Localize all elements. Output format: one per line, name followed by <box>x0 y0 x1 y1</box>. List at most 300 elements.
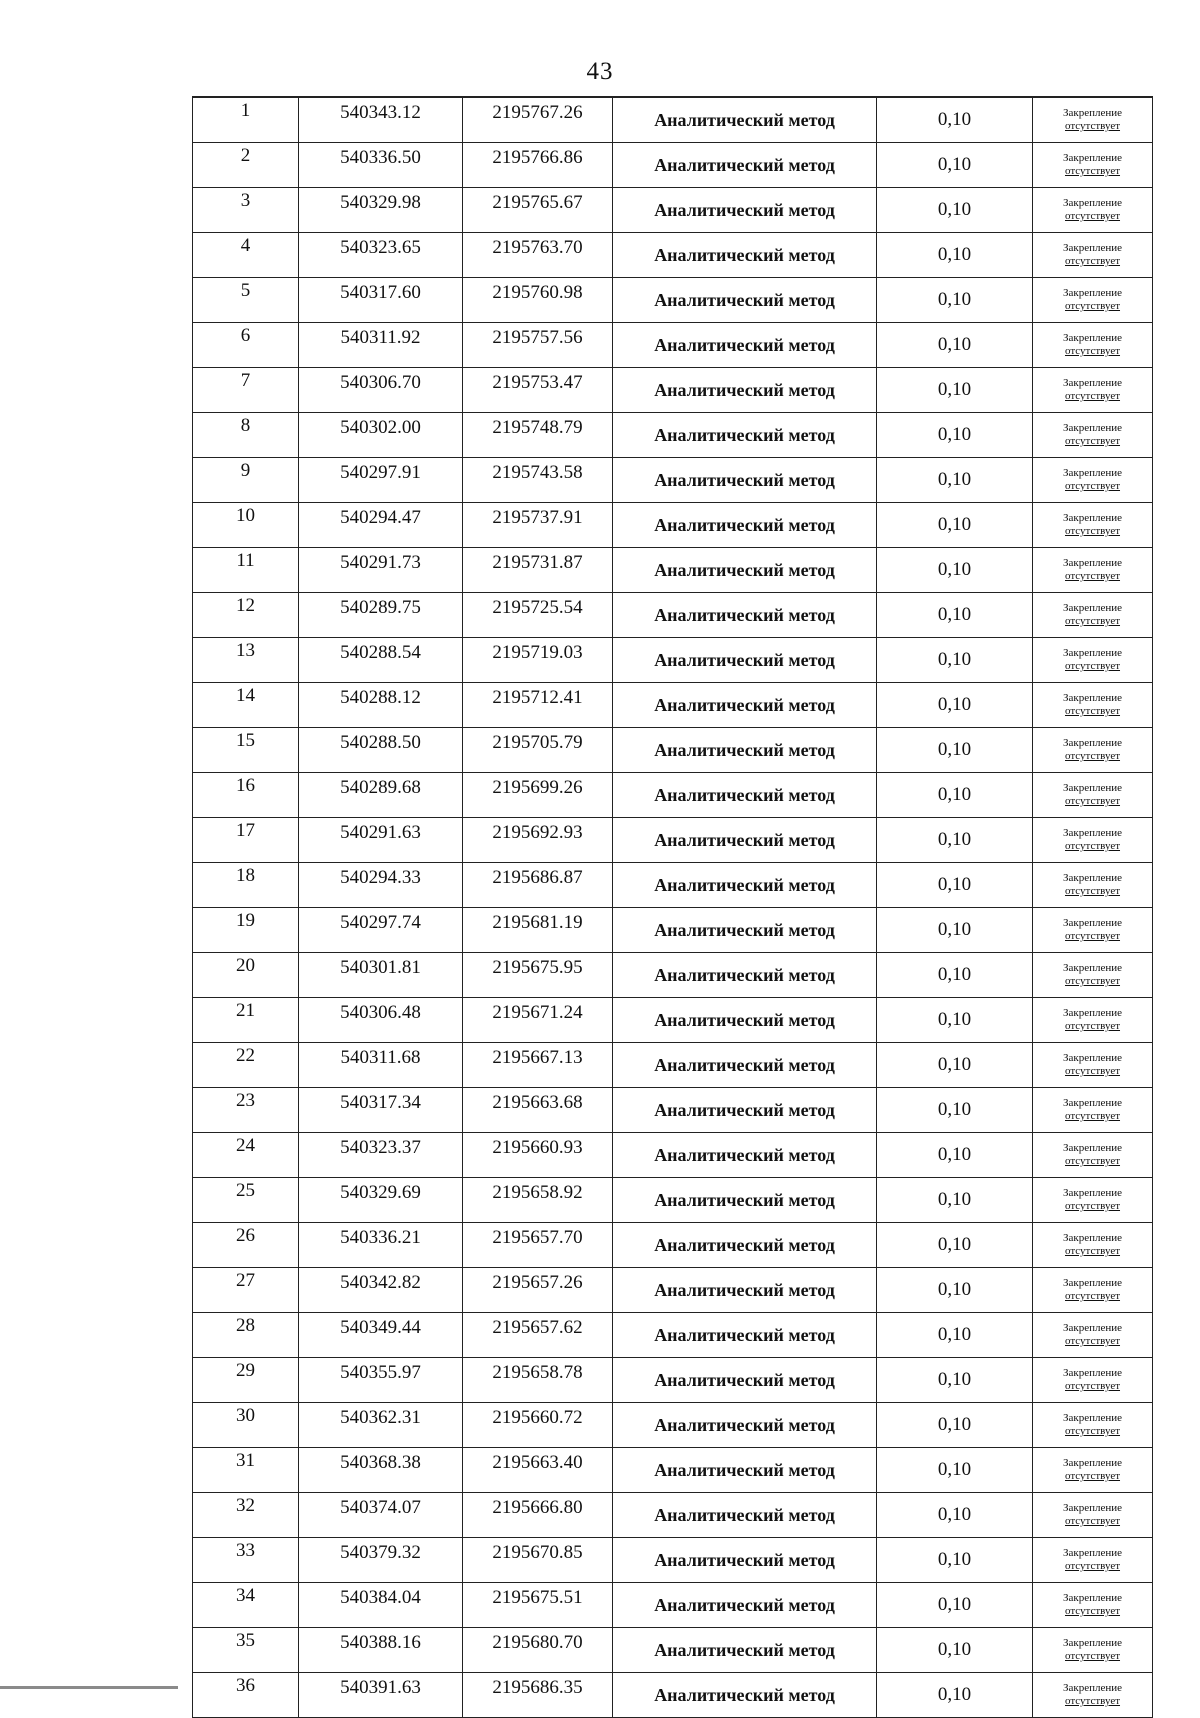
method-cell: Аналитический метод <box>613 1583 877 1628</box>
coord-y-cell: 2195725.54 <box>463 593 613 638</box>
fixation-cell <box>1033 1358 1153 1403</box>
fixation-cell <box>1033 818 1153 863</box>
table-row <box>193 998 1153 1043</box>
coord-y-cell: 2195686.35 <box>463 1673 613 1718</box>
fixation-line-1: Закрепление <box>1062 782 1123 794</box>
table-row <box>193 1358 1153 1403</box>
coord-x-cell: 540311.68 <box>299 1043 463 1088</box>
table-row <box>193 1448 1153 1493</box>
table-row <box>193 1538 1153 1583</box>
method-cell: Аналитический метод <box>613 503 877 548</box>
fixation-line-2: отсутствует <box>1064 615 1121 627</box>
fixation-line-1: Закрепление <box>1062 1457 1123 1469</box>
accuracy-cell: 0,10 <box>877 548 1033 593</box>
fixation-cell <box>1033 953 1153 998</box>
fixation-line-1: Закрепление <box>1062 1682 1123 1694</box>
table-row <box>193 953 1153 998</box>
fixation-line-2: отсутствует <box>1064 1200 1121 1212</box>
coord-x-cell: 540291.73 <box>299 548 463 593</box>
coord-y-cell: 2195667.13 <box>463 1043 613 1088</box>
fixation-line-2: отсутствует <box>1064 1155 1121 1167</box>
table-row <box>193 278 1153 323</box>
fixation-cell <box>1033 368 1153 413</box>
coord-x-cell: 540301.81 <box>299 953 463 998</box>
table-row <box>193 683 1153 728</box>
accuracy-cell: 0,10 <box>877 1043 1033 1088</box>
coord-y-cell: 2195681.19 <box>463 908 613 953</box>
point-number-cell: 14 <box>193 683 299 728</box>
accuracy-cell: 0,10 <box>877 728 1033 773</box>
fixation-line-1: Закрепление <box>1062 962 1123 974</box>
fixation-line-2: отсутствует <box>1064 1560 1121 1572</box>
accuracy-cell: 0,10 <box>877 143 1033 188</box>
fixation-line-2: отсутствует <box>1064 660 1121 672</box>
coord-y-cell: 2195675.95 <box>463 953 613 998</box>
coord-y-cell: 2195719.03 <box>463 638 613 683</box>
method-cell: Аналитический метод <box>613 773 877 818</box>
fixation-line-1: Закрепление <box>1062 377 1123 389</box>
accuracy-cell: 0,10 <box>877 593 1033 638</box>
point-number-cell: 29 <box>193 1358 299 1403</box>
point-number-cell: 18 <box>193 863 299 908</box>
coord-x-cell: 540289.75 <box>299 593 463 638</box>
table-row <box>193 1133 1153 1178</box>
point-number-cell: 15 <box>193 728 299 773</box>
point-number-cell: 12 <box>193 593 299 638</box>
fixation-cell <box>1033 1493 1153 1538</box>
method-cell: Аналитический метод <box>613 1403 877 1448</box>
fixation-line-1: Закрепление <box>1062 422 1123 434</box>
fixation-cell <box>1033 1583 1153 1628</box>
coord-x-cell: 540317.60 <box>299 278 463 323</box>
coord-y-cell: 2195748.79 <box>463 413 613 458</box>
method-cell: Аналитический метод <box>613 1493 877 1538</box>
fixation-cell <box>1033 1448 1153 1493</box>
point-number-cell: 16 <box>193 773 299 818</box>
fixation-line-1: Закрепление <box>1062 467 1123 479</box>
coord-x-cell: 540289.68 <box>299 773 463 818</box>
coordinates-table-body <box>193 97 1153 1718</box>
coord-x-cell: 540374.07 <box>299 1493 463 1538</box>
coord-x-cell: 540391.63 <box>299 1673 463 1718</box>
table-row <box>193 1493 1153 1538</box>
coord-y-cell: 2195731.87 <box>463 548 613 593</box>
coord-x-cell: 540323.65 <box>299 233 463 278</box>
accuracy-cell: 0,10 <box>877 1583 1033 1628</box>
method-cell: Аналитический метод <box>613 233 877 278</box>
fixation-cell <box>1033 143 1153 188</box>
point-number-cell: 3 <box>193 188 299 233</box>
coord-x-cell: 540317.34 <box>299 1088 463 1133</box>
fixation-cell <box>1033 638 1153 683</box>
accuracy-cell: 0,10 <box>877 1448 1033 1493</box>
table-row <box>193 1673 1153 1718</box>
coord-y-cell: 2195666.80 <box>463 1493 613 1538</box>
coord-y-cell: 2195753.47 <box>463 368 613 413</box>
table-row <box>193 638 1153 683</box>
table-row <box>193 1313 1153 1358</box>
point-number-cell: 24 <box>193 1133 299 1178</box>
coord-x-cell: 540336.21 <box>299 1223 463 1268</box>
fixation-cell <box>1033 773 1153 818</box>
point-number-cell: 33 <box>193 1538 299 1583</box>
fixation-line-1: Закрепление <box>1062 602 1123 614</box>
fixation-cell <box>1033 863 1153 908</box>
fixation-line-1: Закрепление <box>1062 197 1123 209</box>
method-cell: Аналитический метод <box>613 413 877 458</box>
point-number-cell: 34 <box>193 1583 299 1628</box>
fixation-cell <box>1033 1403 1153 1448</box>
accuracy-cell: 0,10 <box>877 953 1033 998</box>
page-number: 43 <box>586 58 614 85</box>
accuracy-cell: 0,10 <box>877 1628 1033 1673</box>
point-number-cell: 9 <box>193 458 299 503</box>
fixation-cell <box>1033 323 1153 368</box>
method-cell: Аналитический метод <box>613 368 877 413</box>
table-row <box>193 323 1153 368</box>
coord-x-cell: 540362.31 <box>299 1403 463 1448</box>
coord-y-cell: 2195692.93 <box>463 818 613 863</box>
fixation-line-2: отсутствует <box>1064 1380 1121 1392</box>
fixation-line-1: Закрепление <box>1062 1142 1123 1154</box>
fixation-cell <box>1033 1628 1153 1673</box>
fixation-line-1: Закрепление <box>1062 1502 1123 1514</box>
fixation-cell <box>1033 188 1153 233</box>
coord-y-cell: 2195658.78 <box>463 1358 613 1403</box>
table-row <box>193 97 1153 143</box>
page-edge-line <box>0 1686 178 1689</box>
method-cell: Аналитический метод <box>613 818 877 863</box>
fixation-cell <box>1033 233 1153 278</box>
fixation-cell <box>1033 1043 1153 1088</box>
fixation-line-2: отсутствует <box>1064 345 1121 357</box>
coord-x-cell: 540349.44 <box>299 1313 463 1358</box>
fixation-line-1: Закрепление <box>1062 152 1123 164</box>
fixation-cell <box>1033 1178 1153 1223</box>
point-number-cell: 5 <box>193 278 299 323</box>
coord-x-cell: 540329.69 <box>299 1178 463 1223</box>
method-cell: Аналитический метод <box>613 278 877 323</box>
fixation-line-1: Закрепление <box>1062 1547 1123 1559</box>
method-cell: Аналитический метод <box>613 1223 877 1268</box>
fixation-line-2: отсутствует <box>1064 120 1121 132</box>
method-cell: Аналитический метод <box>613 863 877 908</box>
coord-x-cell: 540291.63 <box>299 818 463 863</box>
coord-y-cell: 2195705.79 <box>463 728 613 773</box>
method-cell: Аналитический метод <box>613 998 877 1043</box>
accuracy-cell: 0,10 <box>877 1313 1033 1358</box>
method-cell: Аналитический метод <box>613 638 877 683</box>
table-row <box>193 368 1153 413</box>
fixation-line-1: Закрепление <box>1062 827 1123 839</box>
coord-y-cell: 2195680.70 <box>463 1628 613 1673</box>
fixation-line-1: Закрепление <box>1062 1097 1123 1109</box>
fixation-cell <box>1033 998 1153 1043</box>
point-number-cell: 2 <box>193 143 299 188</box>
coord-x-cell: 540342.82 <box>299 1268 463 1313</box>
accuracy-cell: 0,10 <box>877 818 1033 863</box>
coord-y-cell: 2195671.24 <box>463 998 613 1043</box>
coord-y-cell: 2195757.56 <box>463 323 613 368</box>
coord-x-cell: 540329.98 <box>299 188 463 233</box>
fixation-line-2: отсутствует <box>1064 570 1121 582</box>
coord-y-cell: 2195743.58 <box>463 458 613 503</box>
fixation-line-2: отсутствует <box>1064 1290 1121 1302</box>
coord-x-cell: 540306.48 <box>299 998 463 1043</box>
fixation-line-1: Закрепление <box>1062 1592 1123 1604</box>
fixation-line-1: Закрепление <box>1062 242 1123 254</box>
point-number-cell: 10 <box>193 503 299 548</box>
accuracy-cell: 0,10 <box>877 413 1033 458</box>
coord-x-cell: 540336.50 <box>299 143 463 188</box>
fixation-line-1: Закрепление <box>1062 1187 1123 1199</box>
method-cell: Аналитический метод <box>613 1268 877 1313</box>
coord-y-cell: 2195712.41 <box>463 683 613 728</box>
method-cell: Аналитический метод <box>613 1358 877 1403</box>
fixation-line-2: отсутствует <box>1064 1515 1121 1527</box>
coord-y-cell: 2195670.85 <box>463 1538 613 1583</box>
table-row <box>193 1268 1153 1313</box>
method-cell: Аналитический метод <box>613 1043 877 1088</box>
point-number-cell: 1 <box>193 97 299 143</box>
coord-x-cell: 540388.16 <box>299 1628 463 1673</box>
point-number-cell: 6 <box>193 323 299 368</box>
coord-x-cell: 540288.12 <box>299 683 463 728</box>
coord-x-cell: 540384.04 <box>299 1583 463 1628</box>
table-row <box>193 728 1153 773</box>
method-cell: Аналитический метод <box>613 683 877 728</box>
point-number-cell: 23 <box>193 1088 299 1133</box>
fixation-cell <box>1033 1088 1153 1133</box>
fixation-line-1: Закрепление <box>1062 287 1123 299</box>
accuracy-cell: 0,10 <box>877 1178 1033 1223</box>
point-number-cell: 30 <box>193 1403 299 1448</box>
table-row <box>193 593 1153 638</box>
fixation-line-2: отсутствует <box>1064 480 1121 492</box>
table-row <box>193 548 1153 593</box>
fixation-cell <box>1033 458 1153 503</box>
fixation-line-1: Закрепление <box>1062 917 1123 929</box>
method-cell: Аналитический метод <box>613 1538 877 1583</box>
method-cell: Аналитический метод <box>613 1088 877 1133</box>
fixation-cell <box>1033 1673 1153 1718</box>
method-cell: Аналитический метод <box>613 593 877 638</box>
table-row <box>193 818 1153 863</box>
method-cell: Аналитический метод <box>613 323 877 368</box>
method-cell: Аналитический метод <box>613 458 877 503</box>
coord-y-cell: 2195737.91 <box>463 503 613 548</box>
fixation-line-1: Закрепление <box>1062 107 1123 119</box>
point-number-cell: 35 <box>193 1628 299 1673</box>
coord-y-cell: 2195657.26 <box>463 1268 613 1313</box>
fixation-cell <box>1033 683 1153 728</box>
fixation-line-1: Закрепление <box>1062 692 1123 704</box>
fixation-line-2: отсутствует <box>1064 1425 1121 1437</box>
coord-y-cell: 2195763.70 <box>463 233 613 278</box>
point-number-cell: 32 <box>193 1493 299 1538</box>
coord-y-cell: 2195699.26 <box>463 773 613 818</box>
fixation-line-2: отсутствует <box>1064 1470 1121 1482</box>
accuracy-cell: 0,10 <box>877 908 1033 953</box>
fixation-line-2: отсутствует <box>1064 1065 1121 1077</box>
point-number-cell: 31 <box>193 1448 299 1493</box>
coord-x-cell: 540311.92 <box>299 323 463 368</box>
fixation-cell <box>1033 1268 1153 1313</box>
fixation-line-1: Закрепление <box>1062 512 1123 524</box>
accuracy-cell: 0,10 <box>877 368 1033 413</box>
point-number-cell: 26 <box>193 1223 299 1268</box>
table-row <box>193 1628 1153 1673</box>
fixation-cell <box>1033 548 1153 593</box>
fixation-cell <box>1033 278 1153 323</box>
table-row <box>193 188 1153 233</box>
table-row <box>193 863 1153 908</box>
fixation-line-2: отсутствует <box>1064 525 1121 537</box>
coord-y-cell: 2195663.40 <box>463 1448 613 1493</box>
coord-x-cell: 540302.00 <box>299 413 463 458</box>
fixation-line-2: отсутствует <box>1064 975 1121 987</box>
coord-y-cell: 2195686.87 <box>463 863 613 908</box>
point-number-cell: 13 <box>193 638 299 683</box>
fixation-line-1: Закрепление <box>1062 332 1123 344</box>
method-cell: Аналитический метод <box>613 1133 877 1178</box>
accuracy-cell: 0,10 <box>877 323 1033 368</box>
table-row <box>193 233 1153 278</box>
table-row <box>193 773 1153 818</box>
point-number-cell: 21 <box>193 998 299 1043</box>
point-number-cell: 17 <box>193 818 299 863</box>
accuracy-cell: 0,10 <box>877 1268 1033 1313</box>
coordinates-table <box>192 96 1153 1718</box>
point-number-cell: 7 <box>193 368 299 413</box>
coord-x-cell: 540355.97 <box>299 1358 463 1403</box>
table-row <box>193 1583 1153 1628</box>
fixation-line-1: Закрепление <box>1062 557 1123 569</box>
coord-y-cell: 2195675.51 <box>463 1583 613 1628</box>
coord-y-cell: 2195765.67 <box>463 188 613 233</box>
method-cell: Аналитический метод <box>613 1448 877 1493</box>
table-row <box>193 1223 1153 1268</box>
method-cell: Аналитический метод <box>613 548 877 593</box>
table-row <box>193 908 1153 953</box>
accuracy-cell: 0,10 <box>877 1493 1033 1538</box>
accuracy-cell: 0,10 <box>877 863 1033 908</box>
coord-y-cell: 2195767.26 <box>463 97 613 143</box>
coord-y-cell: 2195660.93 <box>463 1133 613 1178</box>
point-number-cell: 20 <box>193 953 299 998</box>
fixation-line-2: отсутствует <box>1064 1020 1121 1032</box>
fixation-line-2: отсутствует <box>1064 255 1121 267</box>
coord-x-cell: 540288.54 <box>299 638 463 683</box>
fixation-line-2: отсутствует <box>1064 210 1121 222</box>
fixation-line-2: отсутствует <box>1064 750 1121 762</box>
coord-x-cell: 540297.91 <box>299 458 463 503</box>
fixation-line-2: отсутствует <box>1064 795 1121 807</box>
fixation-line-2: отсутствует <box>1064 1695 1121 1707</box>
coord-x-cell: 540323.37 <box>299 1133 463 1178</box>
accuracy-cell: 0,10 <box>877 773 1033 818</box>
accuracy-cell: 0,10 <box>877 1358 1033 1403</box>
accuracy-cell: 0,10 <box>877 1088 1033 1133</box>
accuracy-cell: 0,10 <box>877 1403 1033 1448</box>
fixation-line-2: отсутствует <box>1064 840 1121 852</box>
coord-x-cell: 540294.47 <box>299 503 463 548</box>
accuracy-cell: 0,10 <box>877 458 1033 503</box>
accuracy-cell: 0,10 <box>877 1673 1033 1718</box>
accuracy-cell: 0,10 <box>877 233 1033 278</box>
coord-y-cell: 2195660.72 <box>463 1403 613 1448</box>
fixation-line-2: отсутствует <box>1064 300 1121 312</box>
fixation-cell <box>1033 1133 1153 1178</box>
fixation-line-1: Закрепление <box>1062 1322 1123 1334</box>
method-cell: Аналитический метод <box>613 1313 877 1358</box>
coord-y-cell: 2195657.62 <box>463 1313 613 1358</box>
accuracy-cell: 0,10 <box>877 97 1033 143</box>
table-row <box>193 503 1153 548</box>
fixation-cell <box>1033 593 1153 638</box>
table-row <box>193 1178 1153 1223</box>
fixation-line-1: Закрепление <box>1062 1412 1123 1424</box>
fixation-cell <box>1033 1223 1153 1268</box>
table-row <box>193 143 1153 188</box>
fixation-cell <box>1033 1538 1153 1583</box>
coord-y-cell: 2195766.86 <box>463 143 613 188</box>
fixation-cell <box>1033 1313 1153 1358</box>
method-cell: Аналитический метод <box>613 97 877 143</box>
fixation-line-2: отсутствует <box>1064 435 1121 447</box>
coord-x-cell: 540343.12 <box>299 97 463 143</box>
method-cell: Аналитический метод <box>613 188 877 233</box>
fixation-line-1: Закрепление <box>1062 1232 1123 1244</box>
coord-x-cell: 540288.50 <box>299 728 463 773</box>
method-cell: Аналитический метод <box>613 908 877 953</box>
coord-x-cell: 540368.38 <box>299 1448 463 1493</box>
table-row <box>193 1088 1153 1133</box>
fixation-line-1: Закрепление <box>1062 647 1123 659</box>
fixation-cell <box>1033 97 1153 143</box>
point-number-cell: 19 <box>193 908 299 953</box>
coord-x-cell: 540294.33 <box>299 863 463 908</box>
accuracy-cell: 0,10 <box>877 638 1033 683</box>
accuracy-cell: 0,10 <box>877 683 1033 728</box>
coord-y-cell: 2195760.98 <box>463 278 613 323</box>
method-cell: Аналитический метод <box>613 1628 877 1673</box>
fixation-line-1: Закрепление <box>1062 1277 1123 1289</box>
fixation-line-1: Закрепление <box>1062 1007 1123 1019</box>
accuracy-cell: 0,10 <box>877 503 1033 548</box>
method-cell: Аналитический метод <box>613 953 877 998</box>
fixation-line-2: отсутствует <box>1064 705 1121 717</box>
fixation-cell <box>1033 503 1153 548</box>
fixation-line-2: отсутствует <box>1064 885 1121 897</box>
accuracy-cell: 0,10 <box>877 1223 1033 1268</box>
point-number-cell: 4 <box>193 233 299 278</box>
table-row <box>193 458 1153 503</box>
table-row <box>193 413 1153 458</box>
table-row <box>193 1043 1153 1088</box>
fixation-line-1: Закрепление <box>1062 737 1123 749</box>
coord-y-cell: 2195657.70 <box>463 1223 613 1268</box>
fixation-line-2: отсутствует <box>1064 1650 1121 1662</box>
method-cell: Аналитический метод <box>613 143 877 188</box>
fixation-cell <box>1033 413 1153 458</box>
point-number-cell: 28 <box>193 1313 299 1358</box>
fixation-line-2: отсутствует <box>1064 1335 1121 1347</box>
fixation-line-2: отсутствует <box>1064 1110 1121 1122</box>
accuracy-cell: 0,10 <box>877 188 1033 233</box>
point-number-cell: 8 <box>193 413 299 458</box>
fixation-line-2: отсутствует <box>1064 930 1121 942</box>
